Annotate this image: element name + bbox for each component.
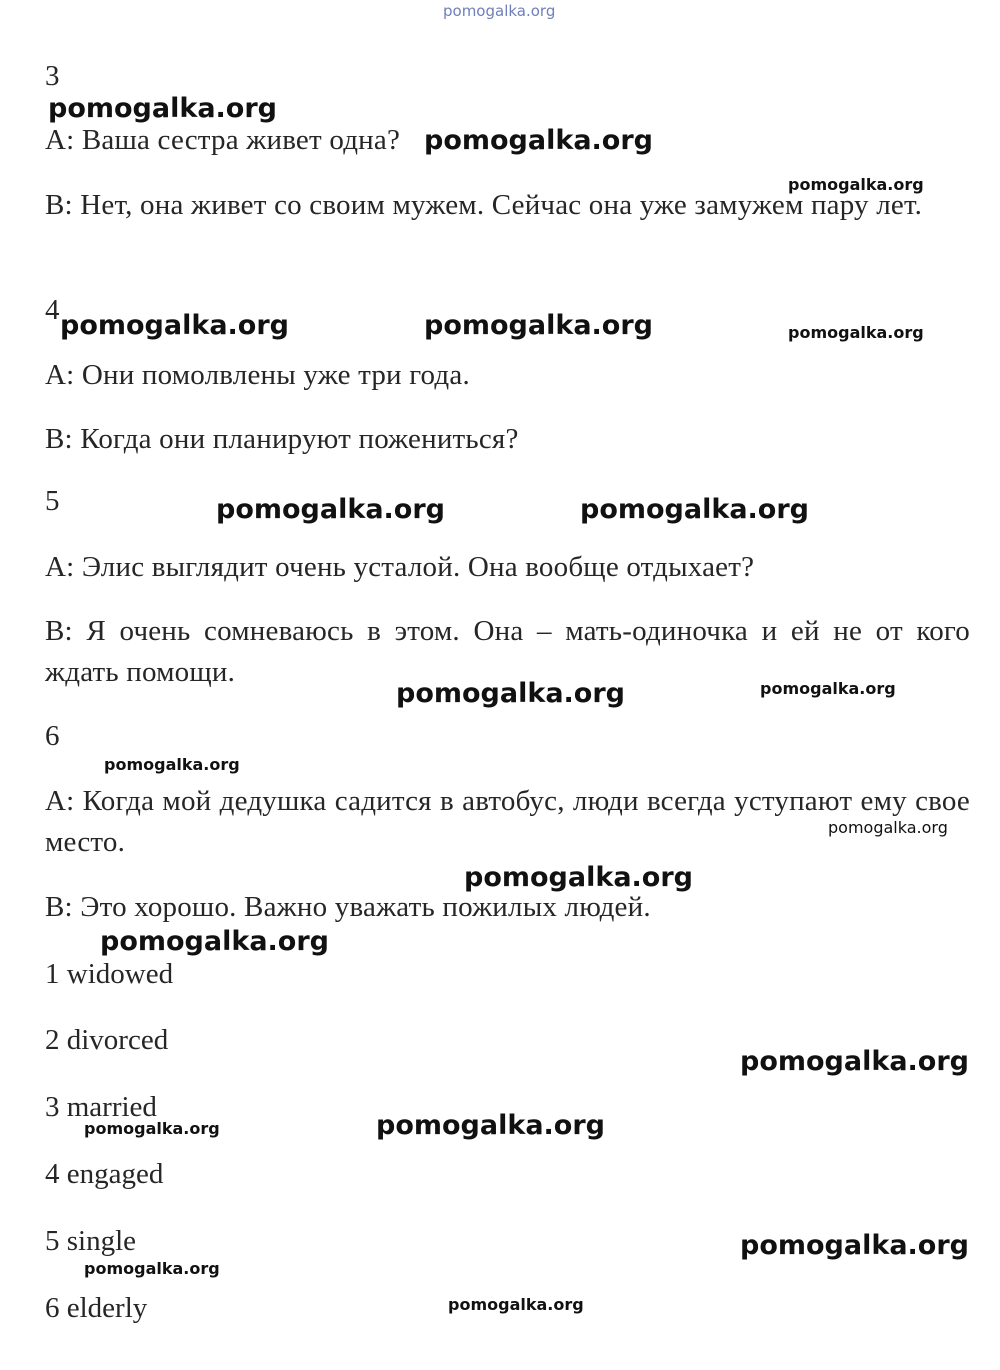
watermark: pomogalka.org — [424, 125, 653, 156]
dialogue-number: 3 — [45, 60, 60, 92]
dialogue-line: A: Ваша сестра живет одна? — [45, 124, 401, 156]
dialogue-line: A: Они помолвлены уже три года. — [45, 359, 470, 391]
dialogue-line: B: Я очень сомневаюсь в этом. Она – мать-одиночка и ей не от кого ждать помощи. — [45, 615, 970, 688]
watermark: pomogalka.org — [376, 1110, 605, 1141]
dialogue-line: B: Это хорошо. Важно уважать пожилых людей. — [45, 891, 651, 923]
watermark: pomogalka.org — [84, 1119, 220, 1138]
watermark: pomogalka.org — [740, 1046, 969, 1077]
dialogue-line: B: Когда они планируют пожениться? — [45, 423, 519, 455]
watermark: pomogalka.org — [788, 323, 924, 342]
watermark: pomogalka.org — [760, 679, 896, 698]
answer-item: 6 elderly — [45, 1292, 148, 1324]
answer-item: 3 married — [45, 1091, 157, 1123]
answer-item: 4 engaged — [45, 1158, 164, 1190]
watermark: pomogalka.org — [740, 1230, 969, 1261]
watermark: pomogalka.org — [580, 494, 809, 525]
watermark: pomogalka.org — [216, 494, 445, 525]
dialogue-number: 6 — [45, 720, 60, 752]
watermark: pomogalka.org — [100, 926, 329, 957]
answer-item: 1 widowed — [45, 958, 174, 990]
watermark: pomogalka.org — [788, 175, 924, 194]
dialogue-line: B: Нет, она живет со своим мужем. Сейчас она уже замужем пару лет. — [45, 189, 923, 221]
watermark: pomogalka.org — [448, 1295, 584, 1314]
dialogue-line: A: Когда мой дедушка садится в автобус, люди всегда уступают ему свое место. — [45, 785, 970, 858]
watermark: pomogalka.org — [396, 678, 625, 709]
watermark-top: pomogalka.org — [443, 2, 556, 20]
dialogue-number: 4 — [45, 294, 60, 326]
watermark: pomogalka.org — [84, 1259, 220, 1278]
watermark: pomogalka.org — [48, 93, 277, 124]
answer-item: 2 divorced — [45, 1024, 169, 1056]
answer-item: 5 single — [45, 1225, 137, 1257]
watermark: pomogalka.org — [464, 862, 693, 893]
dialogue-line: A: Элис выглядит очень усталой. Она вообще отдыхает? — [45, 551, 755, 583]
watermark: pomogalka.org — [104, 755, 240, 774]
watermark: pomogalka.org — [828, 818, 948, 837]
watermark: pomogalka.org — [60, 310, 289, 341]
dialogue-number: 5 — [45, 485, 60, 517]
watermark: pomogalka.org — [424, 310, 653, 341]
